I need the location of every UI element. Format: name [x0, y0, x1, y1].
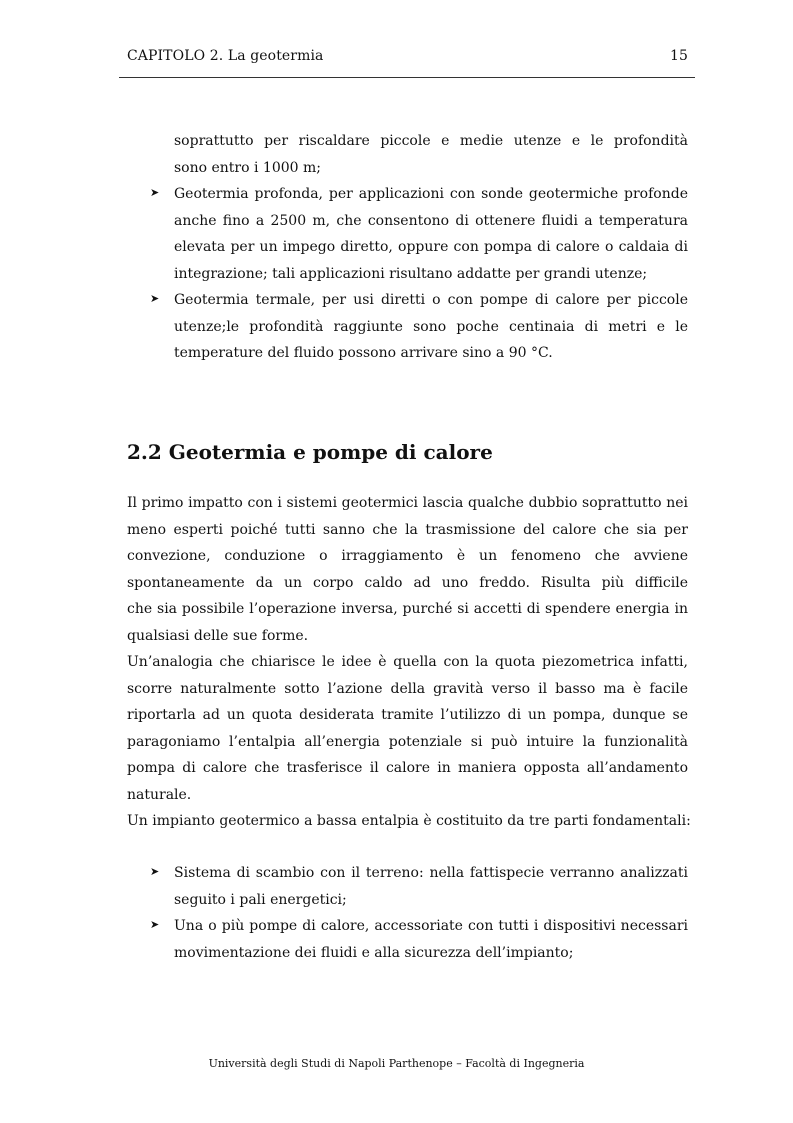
- page-footer: Università degli Studi di Napoli Parthenope – Facoltà di Ingegneria: [208, 1057, 585, 1070]
- text-line: che sia possibile l’operazione inversa, purché si accetti di spendere energia in: [127, 601, 688, 618]
- paragraph: [127, 490, 688, 650]
- section-heading: 2.2 Geotermia e pompe di calore: [127, 440, 493, 464]
- arrow-bullet-icon: ➤: [150, 292, 160, 305]
- text-line: pompa di calore che trasferisce il calore in maniera opposta all’andamento: [127, 760, 688, 777]
- arrow-bullet-icon: ➤: [150, 918, 160, 931]
- text-line: Un impianto geotermico a bassa entalpia è costituito da tre parti fondamentali:: [127, 813, 691, 829]
- text-line: Un’analogia che chiarisce le idee è quella con la quota piezometrica infatti,: [127, 654, 688, 670]
- text-line: Sistema di scambio con il terreno: nella fattispecie verranno analizzati: [174, 865, 688, 881]
- paragraph: [127, 649, 688, 809]
- text-line: spontaneamente da un corpo caldo ad uno freddo. Risulta più difficile: [127, 574, 688, 591]
- running-header: [127, 48, 688, 64]
- text-line: integrazione; tali applicazioni risultano addatte per grandi utenze;: [174, 265, 648, 282]
- chapter-title: CAPITOLO 2. La geotermia: [127, 48, 324, 64]
- arrow-bullet-icon: ➤: [150, 865, 160, 878]
- list-item: [174, 181, 688, 287]
- text-line: anche fino a 2500 m, che consentono di ottenere fluidi a temperatura: [174, 212, 688, 229]
- text-line: movimentazione dei fluidi e alla sicurezza dell’impianto;: [174, 944, 574, 961]
- text-line: Geotermia termale, per usi diretti o con pompe di calore per piccole: [174, 292, 688, 308]
- text-line: seguito i pali energetici;: [174, 891, 347, 908]
- list-item: [174, 860, 688, 913]
- text-line: riportarla ad un quota desiderata tramite l’utilizzo di un pompa, dunque se: [127, 707, 688, 724]
- text-line: sono entro i 1000 m;: [174, 159, 322, 176]
- list-item: [174, 287, 688, 367]
- text-line: convezione, conduzione o irraggiamento è un fenomeno che avviene: [127, 548, 688, 565]
- text-line: utenze;le profondità raggiunte sono poche centinaia di metri e le: [174, 318, 688, 335]
- header-rule: [119, 77, 695, 78]
- text-line: Geotermia profonda, per applicazioni con sonde geotermiche profonde: [174, 186, 688, 202]
- text-line: elevata per un impego diretto, oppure con pompa di calore o caldaia di: [174, 239, 688, 256]
- text-line: paragoniamo l’entalpia all’energia potenziale si può intuire la funzionalità: [127, 733, 688, 750]
- text-line: Il primo impatto con i sistemi geotermici lascia qualche dubbio soprattutto nei: [127, 495, 688, 511]
- list-item: [174, 913, 688, 966]
- text-line: naturale.: [127, 786, 192, 803]
- paragraph: [127, 808, 691, 835]
- page-number: 15: [669, 48, 688, 64]
- arrow-bullet-icon: ➤: [150, 186, 160, 199]
- text-line: scorre naturalmente sotto l’azione della gravità verso il basso ma è facile: [127, 680, 688, 697]
- text-line: Una o più pompe di calore, accessoriate con tutti i dispositivi necessari: [174, 918, 688, 934]
- list-item-continuation: [174, 128, 688, 181]
- text-line: qualsiasi delle sue forme.: [127, 627, 309, 644]
- text-line: soprattutto per riscaldare piccole e medie utenze e le profondità: [174, 133, 688, 149]
- text-line: meno esperti poiché tutti sanno che la trasmissione del calore che sia per: [127, 521, 688, 538]
- text-line: temperature del fluido possono arrivare sino a 90 °C.: [174, 345, 553, 362]
